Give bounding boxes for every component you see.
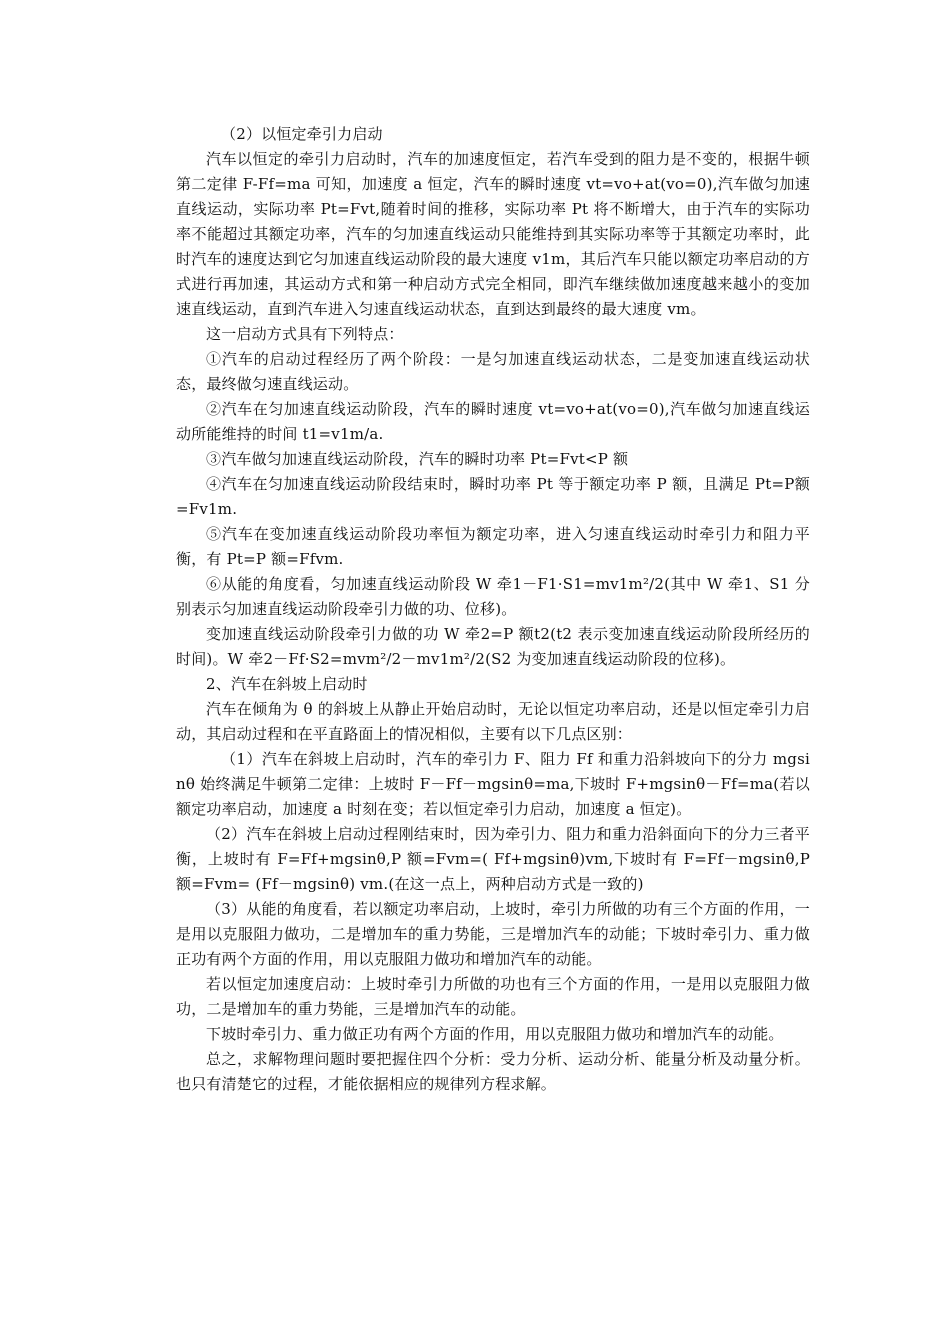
- paragraph-summary: 总之，求解物理问题时要把握住四个分析：受力分析、运动分析、能量分析及动量分析。也只有清楚它的过程，才能依据相应的规律列方程求解。: [176, 1050, 810, 1093]
- paragraph: 汽车以恒定的牵引力启动时，汽车的加速度恒定，若汽车受到的阻力是不变的，根据牛顿第二定律 F-Ff=ma 可知，加速度 a 恒定，汽车的瞬时速度 vt=vo+at(vo=0),汽车做匀加速直线运动，实际功率 Pt=Fvt,随着时间的推移，实际功率 Pt 将不断增大，由于汽车的实际功率不能超过其额定功率，汽车的匀加速直线运动只能维持到其实际功率等于其额定功率时，此时汽车的速度达到它匀加速直线运动阶段的最大速度 v1m，其后汽车只能以额定功率启动的方式进行再加速，其运动方式和第一种启动方式完全相同，即汽车继续做加速度越来越小的变加速直线运动，直到汽车进入匀速直线运动状态，直到达到最终的最大速度 vm。: [176, 150, 810, 318]
- paragraph-feature-5: ⑤汽车在变加速直线运动阶段功率恒为额定功率，进入匀速直线运动时牵引力和阻力平衡，有 Pt=P 额=Ffvm.: [176, 525, 810, 568]
- paragraph-feature-2: ②汽车在匀加速直线运动阶段，汽车的瞬时速度 vt=vo+at(vo=0),汽车做匀加速直线运动所能维持的时间 t1=v1m/a.: [176, 400, 810, 443]
- document-body: [176, 122, 810, 1097]
- paragraph-feature-3: ③汽车做匀加速直线运动阶段，汽车的瞬时功率 Pt=Fvt<P 额: [206, 450, 629, 468]
- paragraph: 下坡时牵引力、重力做正功有两个方面的作用，用以克服阻力做功和增加汽车的动能。: [206, 1025, 784, 1043]
- paragraph-section-heading-slope: 2、汽车在斜坡上启动时: [206, 675, 368, 693]
- paragraph-difference-1: （1）汽车在斜坡上启动时，汽车的牵引力 F、阻力 Ff 和重力沿斜坡向下的分力 mgsinθ 始终满足牛顿第二定律：上坡时 F－Ff－mgsinθ=ma,下坡时 F+mgsinθ－Ff=ma(若以额定功率启动，加速度 a 时刻在变；若以恒定牵引力启动，加速度 a 恒定)。: [176, 750, 810, 818]
- paragraph-feature-6: ⑥从能的角度看，匀加速直线运动阶段 W 牵1－F1·S1=mv1m²/2(其中 W 牵1、S1 分别表示匀加速直线运动阶段牵引力做的功、位移)。: [176, 575, 810, 618]
- paragraph: 若以恒定加速度启动：上坡时牵引力所做的功也有三个方面的作用，一是用以克服阻力做功，二是增加车的重力势能，三是增加汽车的动能。: [176, 975, 810, 1018]
- paragraph: 汽车在倾角为 θ 的斜坡上从静止开始启动时，无论以恒定功率启动，还是以恒定牵引力启动，其启动过程和在平直路面上的情况相似，主要有以下几点区别：: [176, 700, 810, 743]
- paragraph-difference-2: （2）汽车在斜坡上启动过程刚结束时，因为牵引力、阻力和重力沿斜面向下的分力三者平衡，上坡时有 F=Ff+mgsinθ,P 额=Fvm=( Ff+mgsinθ)vm,下坡时有 F=Ff－mgsinθ,P 额=Fvm= (Ff－mgsinθ) vm.(在这一点上，两种启动方式是一致的): [176, 825, 810, 893]
- paragraph-subheading-constant-traction: （2）以恒定牵引力启动: [221, 125, 383, 143]
- paragraph-difference-3: （3）从能的角度看，若以额定功率启动，上坡时，牵引力所做的功有三个方面的作用，一是用以克服阻力做功，二是增加车的重力势能，三是增加汽车的动能；下坡时牵引力、重力做正功有两个方面的作用，用以克服阻力做功和增加汽车的动能。: [176, 900, 810, 968]
- paragraph-feature-1: ①汽车的启动过程经历了两个阶段：一是匀加速直线运动状态，二是变加速直线运动状态，最终做匀速直线运动。: [176, 350, 810, 393]
- paragraph: 这一启动方式具有下列特点：: [206, 325, 404, 343]
- paragraph-feature-4: ④汽车在匀加速直线运动阶段结束时，瞬时功率 Pt 等于额定功率 P 额，且满足 Pt=P额=Fv1m.: [176, 475, 810, 518]
- paragraph: 变加速直线运动阶段牵引力做的功 W 牵2=P 额t2(t2 表示变加速直线运动阶段所经历的时间)。W 牵2－Ff·S2=mvm²/2－mv1m²/2(S2 为变加速直线运动阶段的位移)。: [176, 625, 810, 668]
